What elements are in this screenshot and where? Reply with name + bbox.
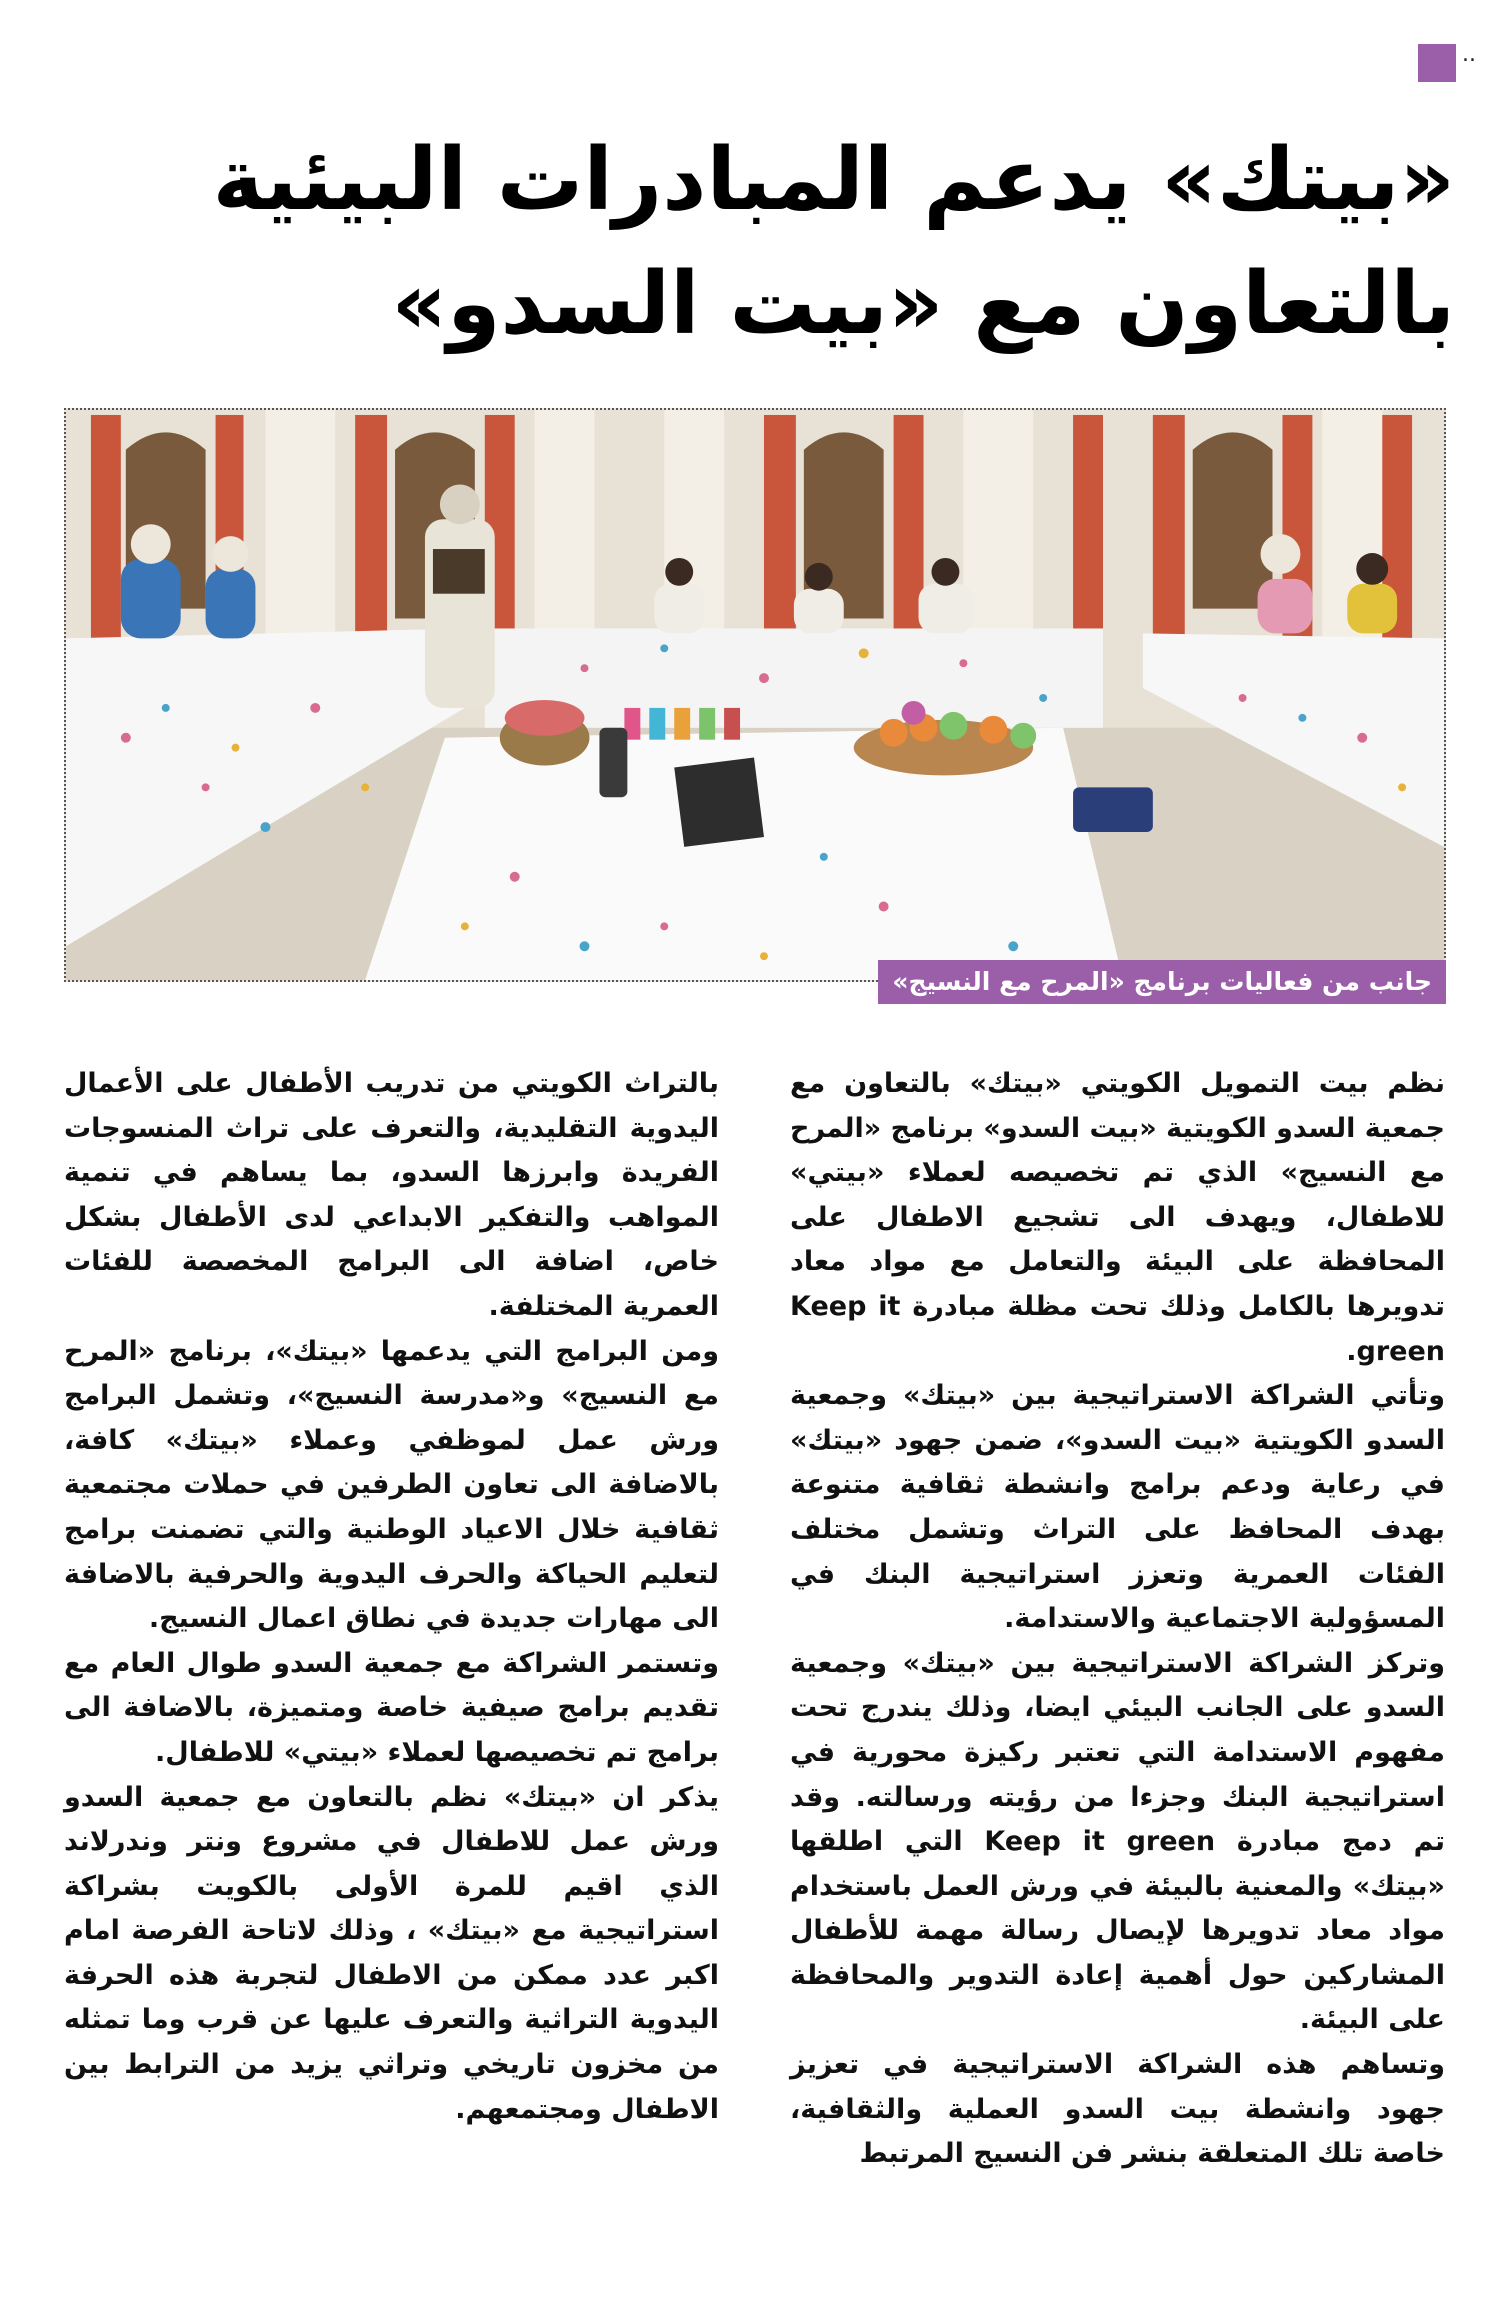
workshop-scene-illustration: [66, 410, 1444, 980]
paragraph: وتركز الشراكة الاستراتيجية بين «بيتك» وجمعية السدو على الجانب البيئي ايضا، وذلك يندرج تحت مفهوم الاستدامة التي تعتبر ركيزة محورية في استراتيجية البنك وجزءا من رؤيته ورسالته. وقد تم دمج مبادرة Keep it green التي اطلقها «بيتك» والمعنية بالبيئة في ورش العمل باستخدام مواد معاد تدويرها لإيصال رسالة مهمة للأطفال المشاركين حول أهمية إعادة التدوير والمحافظة على البيئة.: [790, 1647, 1445, 2036]
photo-caption: جانب من فعاليات برنامج «المرح مع النسيج»: [878, 960, 1446, 1004]
paragraph: ومن البرامج التي يدعمها «بيتك»، برنامج «المرح مع النسيج» و«مدرسة النسيج»، وتشمل البرامج ورش عمل لموظفي وعملاء «بيتك» كافة، بالاضافة الى تعاون الطرفين في حملات مجتمعية ثقافية خلال الاعياد الوطنية والتي تضمنت برامج لتعليم الحياكة والحرف اليدوية والحرفية بالاضافة الى مهارات جديدة في نطاق اعمال النسيج.: [64, 1335, 719, 1635]
paragraph: نظم بيت التمويل الكويتي «بيتك» بالتعاون مع جمعية السدو الكويتية «بيت السدو» برنامج «المرح مع النسيج» الذي تم تخصيصه لعملاء «بيتي» للاطفال، ويهدف الى تشجيع الاطفال على المحافظة على البيئة والتعامل مع مواد معاد تدويرها بالكامل وذلك تحت مظلة مبادرة Keep it green.: [790, 1068, 1445, 1367]
headline: «بيتك» يدعم المبادرات البيئية بالتعاون مع «بيت السدو»: [212, 130, 1455, 354]
article-column-right: [790, 1062, 1445, 2177]
paragraph: وتستمر الشراكة مع جمعية السدو طوال العام مع تقديم برامج صيفية خاصة ومتميزة، بالاضافة الى برامج تم تخصيصها لعملاء «بيتي» للاطفال.: [64, 1647, 719, 1768]
paragraph: يذكر ان «بيتك» نظم بالتعاون مع جمعية السدو ورش عمل للاطفال في مشروع ونتر وندرلاند الذي اقيم للمرة الأولى بالكويت بشراكة استراتيجية مع «بيتك» ، وذلك لاتاحة الفرصة امام اكبر عدد ممكن من الاطفال لتجربة هذه الحرفة اليدوية التراثية والتعرف عليها عن قرب وما تمثله من مخزون تاريخي وتراثي يزيد من الترابط بين الاطفال ومجتمعهم.: [64, 1781, 719, 2125]
article-column-left: [64, 1062, 719, 2132]
section-marker-dots: ..: [1462, 42, 1476, 67]
section-marker: [1418, 44, 1456, 82]
paragraph: وتساهم هذه الشراكة الاستراتيجية في تعزيز جهود وانشطة بيت السدو العملية والثقافية، خاصة تلك المتعلقة بنشر فن النسيج المرتبط: [790, 2049, 1445, 2170]
paragraph: وتأتي الشراكة الاستراتيجية بين «بيتك» وجمعية السدو الكويتية «بيت السدو»، ضمن جهود «بيتك» في رعاية ودعم برامج وانشطة ثقافية متنوعة بهدف المحافظ على التراث وتشمل مختلف الفئات العمرية وتعزز استراتيجية البنك في المسؤولية الاجتماعية والاستدامة.: [790, 1380, 1445, 1635]
article-photo: [64, 408, 1446, 982]
paragraph: بالتراث الكويتي من تدريب الأطفال على الأعمال اليدوية التقليدية، والتعرف على تراث المنسوجات الفريدة وابرزها السدو، بما يساهم في تنمية المواهب والتفكير الابداعي لدى الأطفال بشكل خاص، اضافة الى البرامج المخصصة للفئات العمرية المختلفة.: [64, 1068, 719, 1322]
